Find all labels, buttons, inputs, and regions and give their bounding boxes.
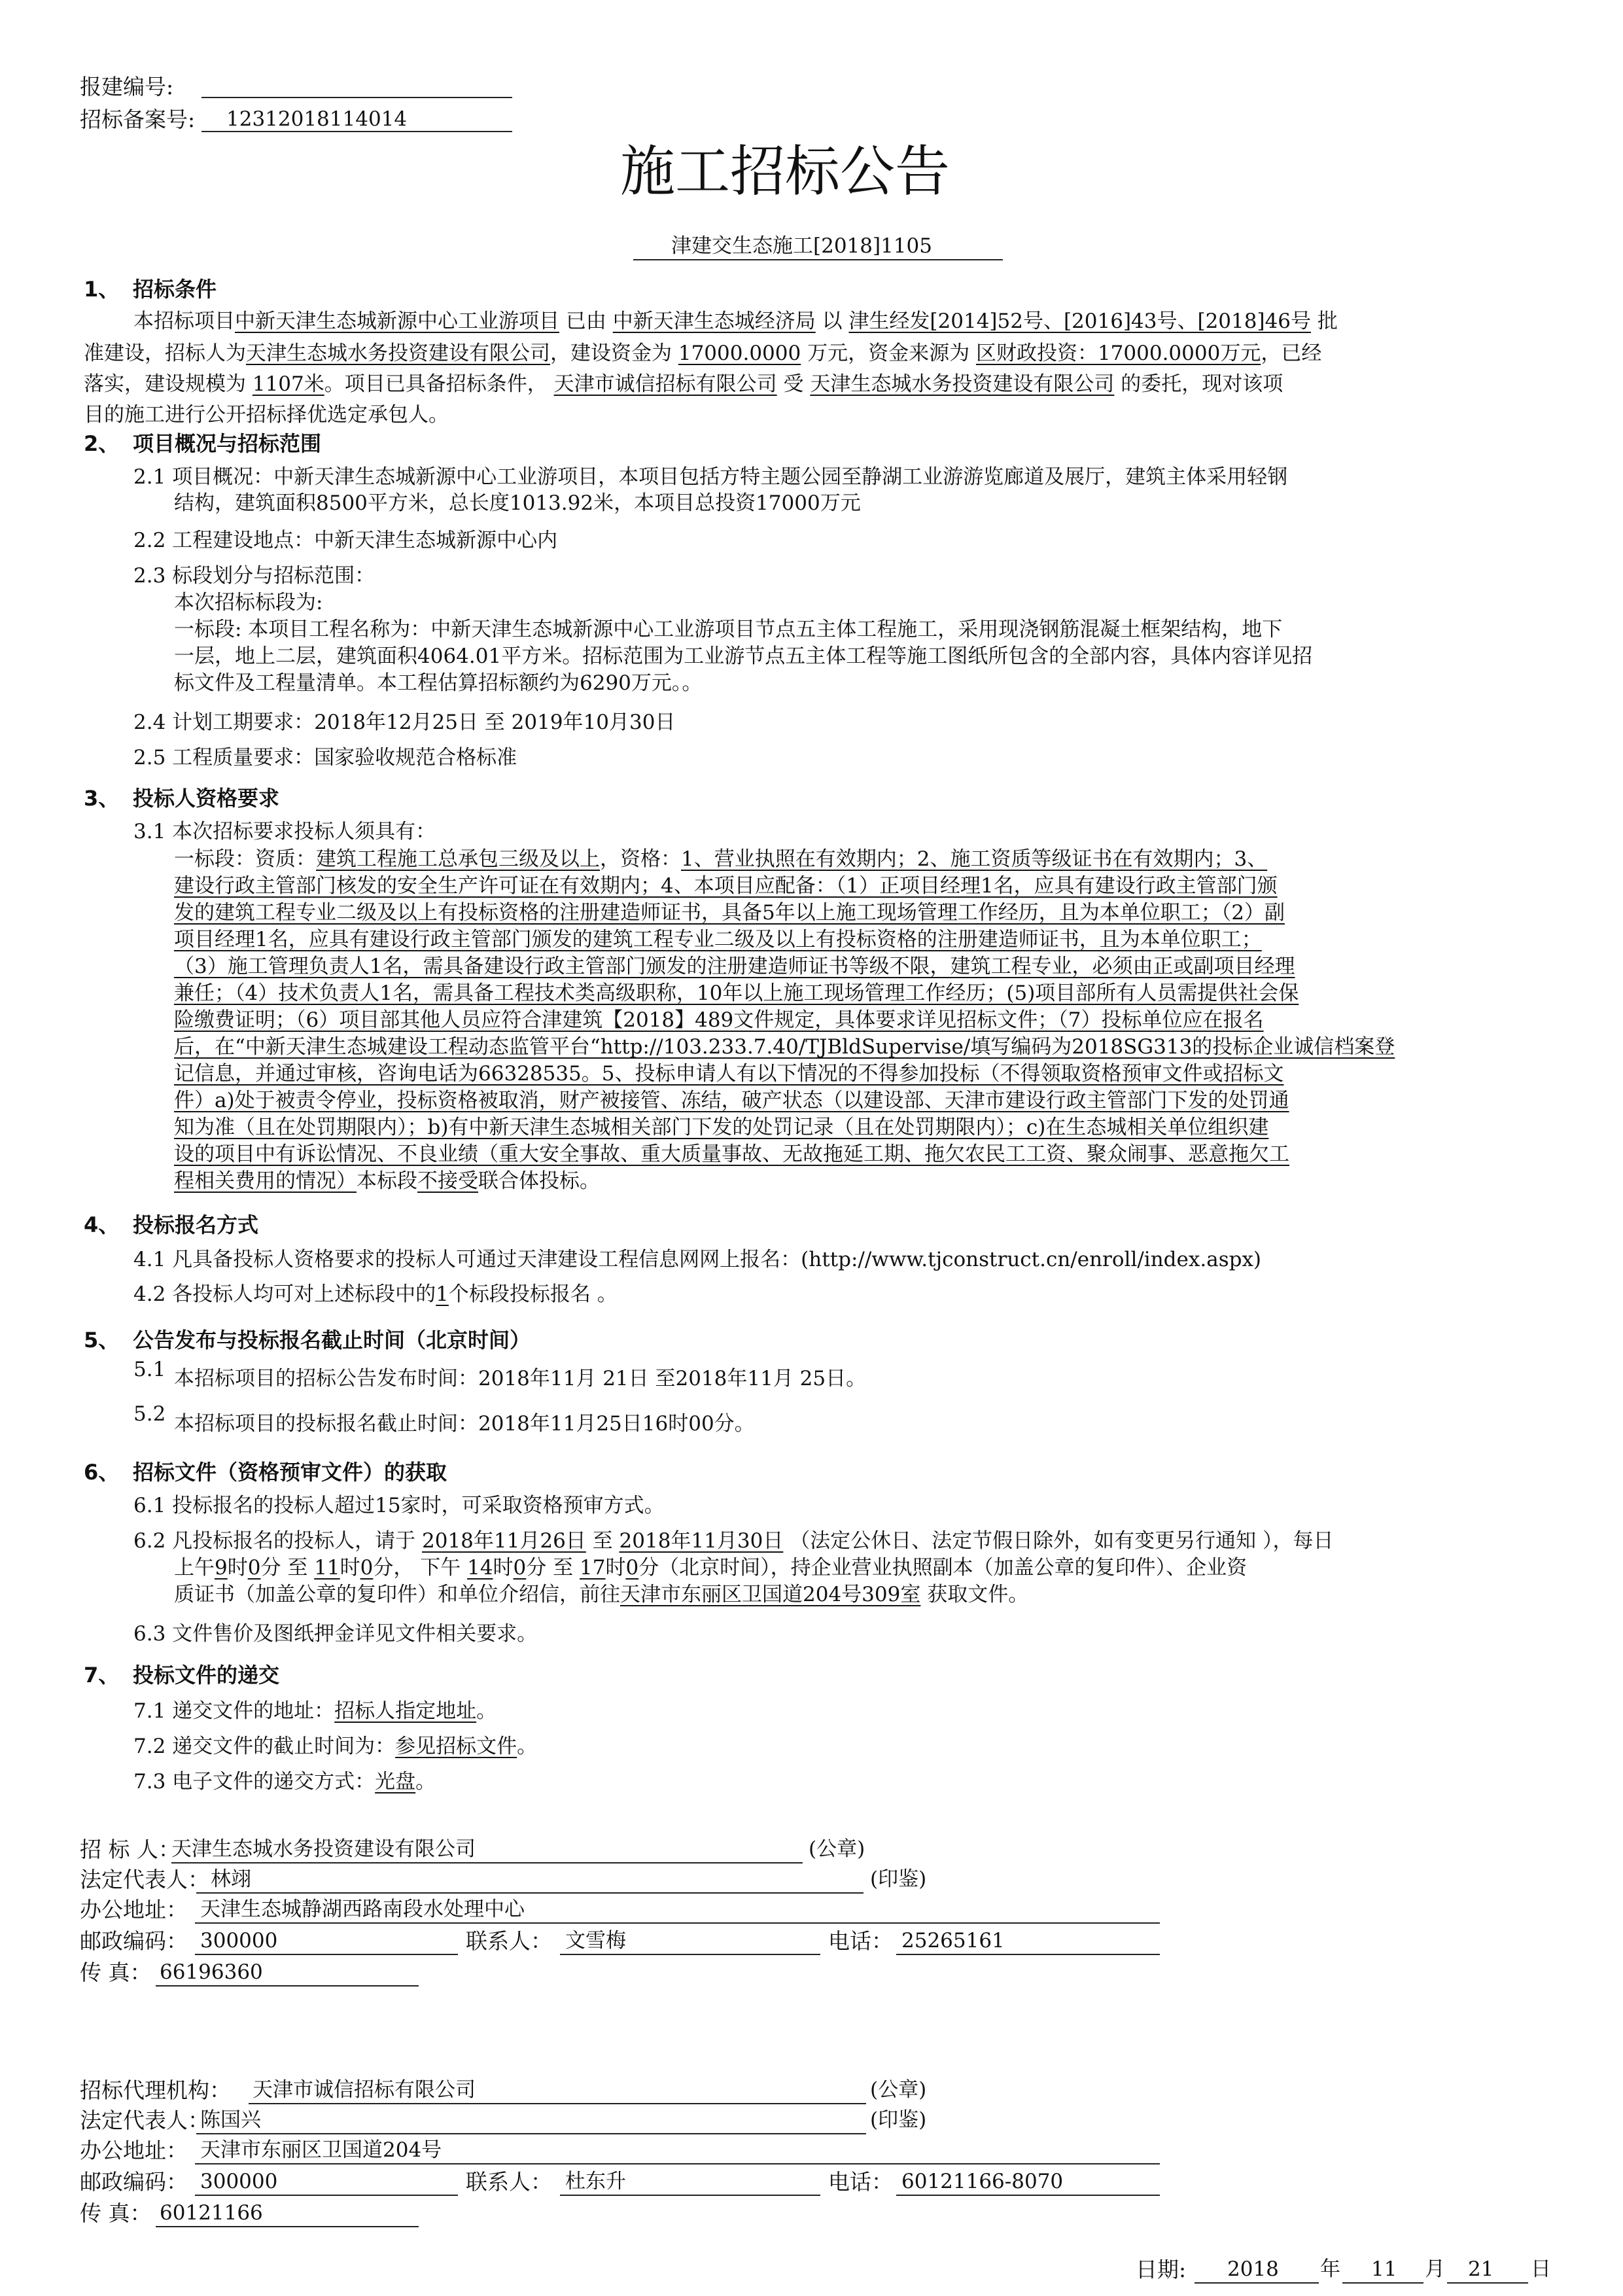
item-5-2: 本招标项目的投标报名截止时间：2018年11月25日16时00分。 [174, 1412, 755, 1436]
tenderer-fax-label: 传 真： [80, 1960, 152, 1985]
agency-fax-line [156, 2226, 419, 2227]
agency-fax: 60121166 [160, 2201, 263, 2225]
tenderer-zip-label: 邮政编码： [80, 1928, 188, 1954]
agency-label: 招标代理机构： [80, 2077, 231, 2103]
item-5-2-number: 5.2 [133, 1402, 166, 1426]
date-month-line [1342, 2282, 1423, 2284]
section-1-line-1: 本招标项目中新天津生态城新源中心工业游项目 已由 中新天津生态城经济局 以 津生经发[2014]52号、[2016]43号、[2018]46号 批 [133, 309, 1338, 333]
tenderer-seal: (公章) [809, 1837, 865, 1861]
agency-tel-label: 电话： [828, 2169, 893, 2195]
date-year-suffix: 年 [1320, 2257, 1340, 2281]
tenderer-rep-line [196, 1892, 864, 1894]
date-day-line [1447, 2282, 1528, 2284]
item-2-3-lots: 本次招标标段为: [174, 591, 323, 614]
agency-rep-label: 法定代表人： [80, 2108, 209, 2133]
tenderer-contact: 文雪梅 [565, 1929, 626, 1952]
tenderer-label: 招 标 人： [80, 1837, 180, 1862]
item-3-1-line-13: 程相关费用的情况）本标段不接受联合体投标。 [174, 1169, 600, 1193]
date-year-line [1195, 2282, 1319, 2284]
tenderer-contact-label: 联系人： [466, 1928, 552, 1954]
agency-zip-label: 邮政编码： [80, 2169, 188, 2195]
agency-tel-line [896, 2195, 1160, 2196]
section-2-heading: 2、 项目概况与招标范围 [84, 431, 322, 456]
item-3-1-line-6: 兼任；（4）技术负责人1名，需具备工程技术类高级职称，10年以上施工现场管理工作经历；(5)项目部所有人员需提供社会保 [174, 981, 1299, 1005]
agency-rep-line [196, 2133, 866, 2134]
tenderer-tel-label: 电话： [828, 1928, 893, 1954]
agency-fax-label: 传 真： [80, 2200, 152, 2226]
agency-tel: 60121166-8070 [901, 2170, 1064, 2193]
tenderer-address: 天津生态城静湖西路南段水处理中心 [200, 1898, 525, 1921]
section-4-heading: 4、 投标报名方式 [84, 1212, 259, 1237]
tenderer-contact-line [560, 1954, 820, 1955]
item-3-1-line-3: 发的建筑工程专业二级及以上有投标资格的注册建造师证书，具备5年以上施工现场管理工作经历，且为本单位职工；（2）副 [174, 901, 1285, 925]
date-day: 21 [1468, 2257, 1494, 2281]
item-3-1-line-1: 一标段：资质：建筑工程施工总承包三级及以上，资格：1、营业执照在有效期内；2、施工资质等级证书在有效期内；3、 [174, 847, 1268, 871]
item-7-3: 7.3 电子文件的递交方式：光盘。 [133, 1770, 436, 1793]
agency-name-line [249, 2103, 866, 2104]
item-2-1-line-2: 结构，建筑面积8500平方米，总长度1013.92米，本项目总投资17000万元 [174, 491, 861, 515]
tenderer-address-label: 办公地址： [80, 1897, 188, 1922]
item-2-1-line-1: 2.1 项目概况：中新天津生态城新源中心工业游项目，本项目包括方特主题公园至静湖工业游游览廊道及展厅，建筑主体采用轻钢 [133, 465, 1288, 489]
item-2-4: 2.4 计划工期要求：2018年12月25日 至 2019年10月30日 [133, 711, 676, 734]
item-5-1-number: 5.1 [133, 1358, 166, 1381]
item-6-2-line-3: 质证书（加盖公章的复印件）和单位介绍信，前往天津市东丽区卫国道204号309室 获取文件。 [174, 1583, 1029, 1606]
item-3-1-line-7: 险缴费证明；（6）项目部其他人员应符合津建筑【2018】489文件规定，具体要求详见招标文件；（7）投标单位应在报名 [174, 1008, 1264, 1032]
tenderer-rep-seal: (印鉴) [870, 1867, 927, 1891]
report-number-label: 报建编号: [80, 74, 174, 99]
page-title: 施工招标公告 [620, 139, 951, 203]
item-6-1: 6.1 投标报名的投标人超过15家时，可采取资格预审方式。 [133, 1494, 665, 1517]
section-1-heading: 1、 招标条件 [84, 277, 217, 302]
item-3-1-line-5: （3）施工管理负责人1名，需具备建设行政主管部门颁发的注册建造师证书等级不限，建筑工程专业，必须由正或副项目经理 [174, 955, 1295, 978]
document-number-line [633, 259, 1003, 260]
item-6-2-line-1: 6.2 凡投标报名的投标人，请于 2018年11月26日 至 2018年11月30日 （法定公休日、法定节假日除外，如有变更另行通知 ），每日 [133, 1529, 1334, 1553]
agency-seal: (公章) [870, 2078, 927, 2102]
section-6-heading: 6、 招标文件（资格预审文件）的获取 [84, 1460, 447, 1485]
section-3-heading: 3、 投标人资格要求 [84, 786, 280, 811]
tenderer-address-line [195, 1922, 1160, 1924]
agency-rep-seal: (印鉴) [870, 2108, 927, 2132]
tenderer-fax: 66196360 [160, 1960, 263, 1984]
item-2-3-line-2: 一层，地上二层，建筑面积4064.01平方米。招标范围为工业游节点五主体工程等施工图纸所包含的全部内容，具体内容详见招 [174, 645, 1313, 668]
item-3-1-line-11: 知为准（且在处罚期限内）；b)有中新天津生态城相关部门下发的处罚记录（且在处罚期限内）；c)在生态城相关单位组织建 [174, 1116, 1269, 1139]
item-3-1-line-2: 建设行政主管部门核发的安全生产许可证在有效期内；4、本项目应配备：（1）正项目经理1名，应具有建设行政主管部门颁 [174, 874, 1278, 898]
tenderer-tel: 25265161 [901, 1929, 1005, 1952]
section-7-heading: 7、 投标文件的递交 [84, 1663, 280, 1687]
item-3-1-line-12: 设的项目中有诉讼情况、不良业绩（重大安全事故、重大质量事故、无故拖延工期、拖欠农民工工资、聚众闹事、恶意拖欠工 [174, 1142, 1289, 1166]
agency-contact-label: 联系人： [466, 2169, 552, 2195]
item-3-1-line-4: 项目经理1名，应具有建设行政主管部门颁发的建筑工程专业二级及以上有投标资格的注册建造师证书，且为本单位职工； [174, 928, 1262, 951]
date-day-suffix: 日 [1531, 2257, 1551, 2281]
filing-number-line [201, 131, 512, 132]
item-7-2: 7.2 递交文件的截止时间为：参见招标文件。 [133, 1735, 538, 1758]
date-label: 日期: [1136, 2257, 1187, 2282]
item-2-3: 2.3 标段划分与招标范围： [133, 564, 375, 588]
item-6-2-line-2: 上午9时0分 至 11时0分， 下午 14时0分 至 17时0分（北京时间），持企业营业执照副本（加盖公章的复印件）、企业资 [174, 1556, 1248, 1580]
item-7-1: 7.1 递交文件的地址：招标人指定地址。 [133, 1699, 497, 1723]
item-4-2: 4.2 各投标人均可对上述标段中的1个标段投标报名 。 [133, 1282, 618, 1306]
tenderer-rep-label: 法定代表人： [80, 1867, 209, 1892]
item-5-1: 本招标项目的招标公告发布时间：2018年11月 21日 至2018年11月 25日。 [174, 1367, 867, 1390]
section-1-line-2: 准建设，招标人为天津生态城水务投资建设有限公司，建设资金为 17000.0000 万元，资金来源为 区财政投资：17000.0000万元，已经 [84, 342, 1322, 365]
section-1-line-4: 目的施工进行公开招标择优选定承包人。 [84, 403, 449, 427]
item-2-2: 2.2 工程建设地点：中新天津生态城新源中心内 [133, 529, 558, 552]
item-3-1: 3.1 本次招标要求投标人须具有： [133, 820, 436, 843]
section-5-heading: 5、 公告发布与投标报名截止时间（北京时间） [84, 1328, 531, 1352]
agency-rep: 陈国兴 [200, 2108, 261, 2132]
date-year: 2018 [1227, 2257, 1279, 2281]
tenderer-fax-line [156, 1985, 419, 1987]
document-number: 津建交生态施工[2018]1105 [671, 234, 932, 258]
agency-zip: 300000 [200, 2170, 278, 2193]
date-month-suffix: 月 [1425, 2257, 1445, 2281]
report-number-line [201, 97, 512, 98]
tenderer-zip: 300000 [200, 1929, 278, 1952]
tenderer-zip-line [195, 1954, 458, 1955]
tenderer-name: 天津生态城水务投资建设有限公司 [171, 1837, 476, 1861]
agency-zip-line [195, 2195, 458, 2196]
section-1-line-3: 落实，建设规模为 1107米。项目已具备招标条件， 天津市诚信招标有限公司 受 天津生态城水务投资建设有限公司 的委托，现对该项 [84, 372, 1283, 396]
item-6-3: 6.3 文件售价及图纸押金详见文件相关要求。 [133, 1622, 538, 1646]
item-2-3-line-3: 标文件及工程量清单。本工程估算招标额约为6290万元。。 [174, 671, 703, 695]
item-2-5: 2.5 工程质量要求：国家验收规范合格标准 [133, 746, 517, 769]
item-2-3-line-1: 一标段: 本项目工程名称为：中新天津生态城新源中心工业游项目节点五主体工程施工，采用现浇钢筋混凝土框架结构，地下 [174, 618, 1283, 641]
agency-address: 天津市东丽区卫国道204号 [200, 2138, 442, 2162]
filing-number-label: 招标备案号: [80, 107, 196, 132]
item-4-1: 4.1 凡具备投标人资格要求的投标人可通过天津建设工程信息网网上报名：(http://www.tjconstruct.cn/enroll/index.aspx) [133, 1248, 1262, 1271]
agency-address-line [195, 2163, 1160, 2164]
agency-name: 天津市诚信招标有限公司 [253, 2078, 476, 2102]
item-3-1-line-9: 记信息，并通过审核，咨询电话为66328535。5、投标申请人有以下情况的不得参加投标（不得领取资格预审文件或招标文 [174, 1062, 1284, 1086]
tenderer-name-line [171, 1862, 803, 1863]
date-month: 11 [1371, 2257, 1397, 2281]
tenderer-tel-line [896, 1954, 1160, 1955]
item-3-1-line-10: 件）a)处于被责令停业，投标资格被取消，财产被接管、冻结，破产状态（以建设部、天津市建设行政主管部门下发的处罚通 [174, 1089, 1289, 1112]
filing-number-value: 12312018114014 [226, 107, 408, 131]
agency-contact: 杜东升 [565, 2170, 626, 2193]
agency-address-label: 办公地址： [80, 2138, 188, 2163]
agency-contact-line [560, 2195, 820, 2196]
item-3-1-line-8: 后，在“中新天津生态城建设工程动态监管平台“http://103.233.7.40/TJBldSupervise/填写编码为2018SG313的投标企业诚信档案登 [174, 1035, 1395, 1059]
tenderer-rep: 林翊 [211, 1867, 251, 1891]
